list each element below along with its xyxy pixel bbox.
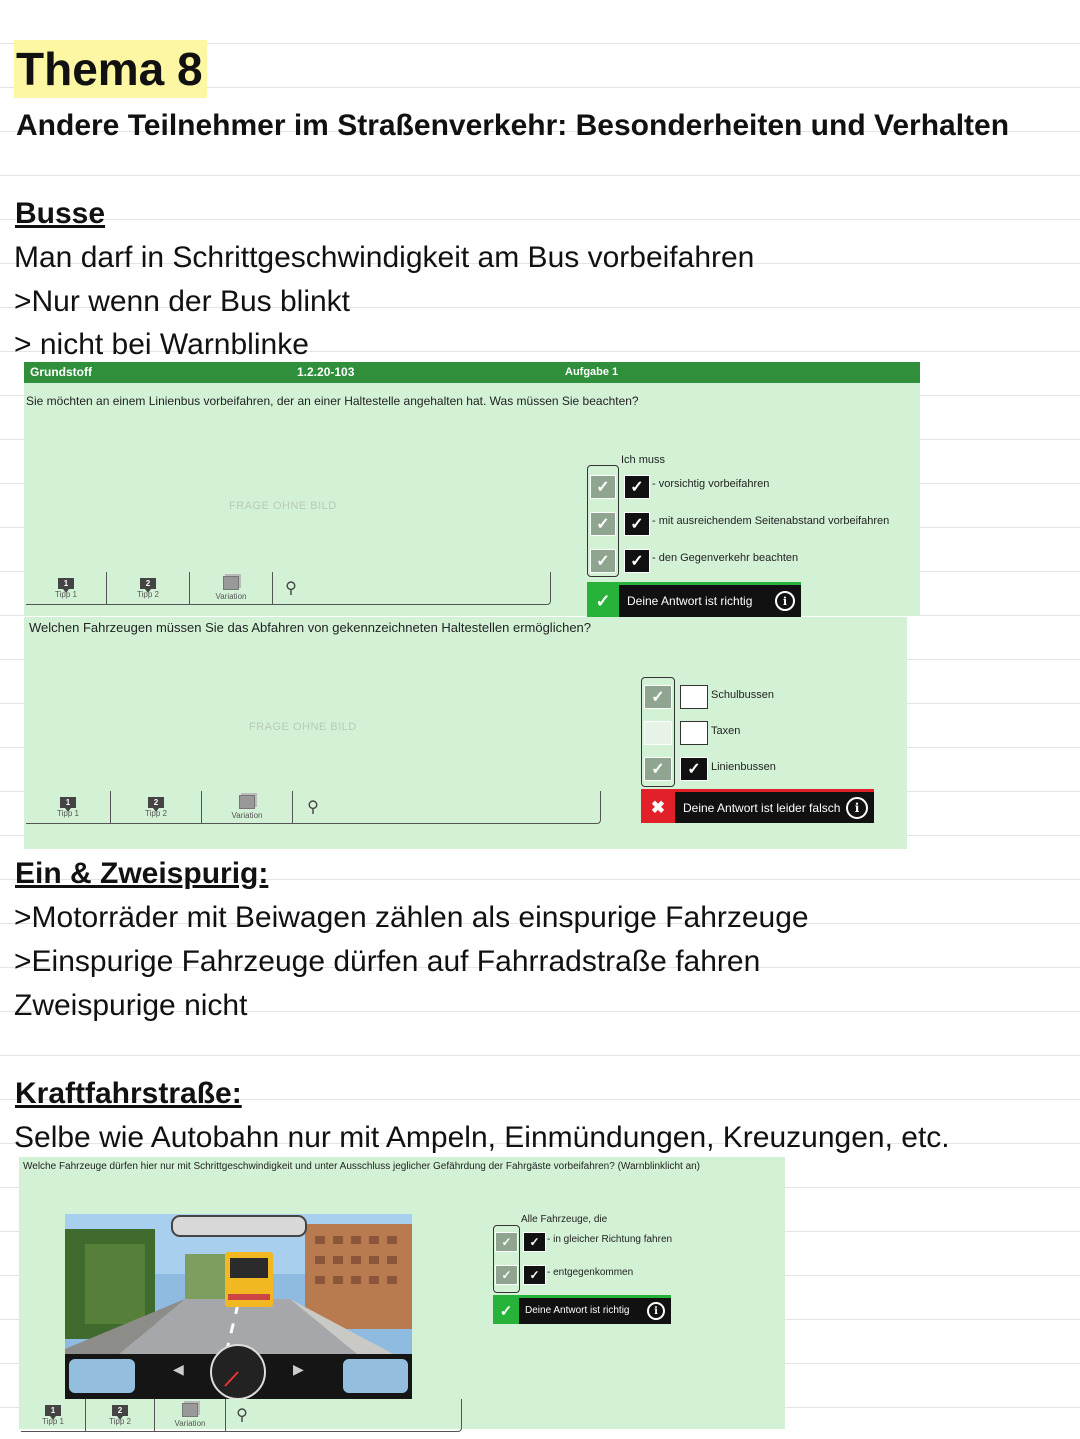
tip-1-button[interactable]: 1 Tipp 1 (21, 1399, 86, 1431)
zoom-icon: ⚲ (307, 799, 319, 816)
svg-text:◀: ◀ (173, 1362, 184, 1378)
tip-toolbar (26, 791, 601, 824)
quiz-panel-2 (24, 617, 907, 849)
result-correct-banner (587, 582, 801, 617)
section-heading-ein-zweispurig: Ein & Zweispurig: (15, 857, 269, 890)
zoom-button[interactable] (273, 572, 309, 604)
answer-checkbox-1[interactable]: ✓ (624, 475, 650, 499)
solution-check-1: ✓ (495, 1232, 518, 1252)
tip-toolbar (21, 1399, 462, 1432)
answer-option-2: - entgegenkommen (547, 1267, 634, 1278)
tip-toolbar (26, 572, 551, 605)
quiz-question: Welchen Fahrzeugen müssen Sie das Abfahren von gekennzeichneten Haltestellen ermöglichen? (29, 620, 592, 635)
solution-check-2: ✓ (590, 512, 616, 536)
answer-prompt: Alle Fahrzeuge, die (521, 1214, 608, 1225)
zoom-button[interactable] (293, 791, 333, 823)
tip-icon: 1 (60, 797, 76, 808)
tip-icon: 2 (148, 797, 164, 808)
solution-check-1: ✓ (644, 685, 672, 709)
tip-2-button[interactable]: 2 Tipp 2 (86, 1399, 155, 1431)
variation-icon (239, 795, 255, 809)
busse-line-3: > nicht bei Warnblinke (14, 328, 309, 361)
answer-option-3: Linienbussen (711, 761, 776, 773)
quiz-panel-3 (19, 1157, 785, 1429)
zoom-icon: ⚲ (285, 580, 297, 597)
tip-2-button[interactable]: 2 Tipp 2 (107, 572, 190, 604)
cross-icon: ✖ (641, 792, 675, 823)
quiz-panel-1 (24, 362, 920, 616)
variation-icon (182, 1403, 198, 1417)
quiz-question: Sie möchten an einem Linienbus vorbeifahren, der an einer Haltestelle angehalten hat. Was müssen Sie beachten? (26, 394, 639, 408)
ein-line-1: >Motorräder mit Beiwagen zählen als einspurige Fahrzeuge (14, 901, 809, 934)
answer-checkbox-1[interactable] (680, 685, 708, 709)
variation-button[interactable]: Variation (202, 791, 293, 823)
tip-icon: 2 (112, 1405, 128, 1416)
ein-line-3: Zweispurige nicht (14, 989, 248, 1022)
tip-icon: 2 (140, 578, 156, 589)
solution-check-3: ✓ (590, 549, 616, 573)
tip-icon: 1 (45, 1405, 61, 1416)
answer-checkbox-3[interactable]: ✓ (680, 757, 708, 781)
answer-checkbox-2[interactable]: ✓ (523, 1265, 546, 1285)
zoom-button[interactable] (226, 1399, 258, 1431)
zoom-icon: ⚲ (236, 1407, 248, 1424)
tip-2-button[interactable]: 2 Tipp 2 (111, 791, 202, 823)
solution-check-3: ✓ (644, 757, 672, 781)
answer-option-2: - mit ausreichendem Seitenabstand vorbeifahren (652, 515, 890, 527)
svg-text:▶: ▶ (293, 1362, 304, 1378)
answer-option-2: Taxen (711, 725, 741, 737)
check-icon: ✓ (493, 1298, 519, 1324)
quiz-category: Grundstoff (30, 365, 92, 379)
busse-line-2: >Nur wenn der Bus blinkt (14, 285, 351, 318)
tip-icon: 1 (58, 578, 74, 589)
no-image-placeholder: FRAGE OHNE BILD (229, 500, 337, 512)
ein-line-2: >Einspurige Fahrzeuge dürfen auf Fahrradstraße fahren (14, 945, 761, 978)
answer-option-3: - den Gegenverkehr beachten (652, 552, 799, 564)
tip-1-button[interactable]: 1 Tipp 1 (26, 791, 111, 823)
answer-prompt: Ich muss (621, 454, 666, 466)
quiz-question: Welche Fahrzeuge dürfen hier nur mit Schrittgeschwindigkeit und unter Ausschluss jeglicher Gefährdung der Fahrgäste vorbeifahren? (Warnblinklicht an) (23, 1161, 701, 1172)
result-wrong-banner (641, 789, 874, 823)
quiz-header-bar (24, 362, 920, 383)
quiz-task: Aufgabe 1 (565, 366, 619, 378)
tip-1-button[interactable]: 1 Tipp 1 (26, 572, 107, 604)
page-subtitle: Andere Teilnehmer im Straßenverkehr: Besonderheiten und Verhalten (16, 109, 1010, 142)
variation-button[interactable]: Variation (155, 1399, 226, 1431)
answer-checkbox-2[interactable]: ✓ (624, 512, 650, 536)
answer-checkbox-3[interactable]: ✓ (624, 549, 650, 573)
kraft-line-1: Selbe wie Autobahn nur mit Ampeln, Einmündungen, Kreuzungen, etc. (14, 1121, 950, 1154)
driving-scene-image (65, 1214, 412, 1399)
info-icon[interactable]: i (846, 797, 868, 819)
answer-checkbox-1[interactable]: ✓ (523, 1232, 546, 1252)
result-text: Deine Antwort ist richtig (627, 594, 753, 608)
answer-option-1: - in gleicher Richtung fahren (547, 1234, 673, 1245)
info-icon[interactable]: i (775, 591, 795, 611)
result-text: Deine Antwort ist leider falsch (683, 800, 841, 815)
solution-check-2 (644, 721, 672, 745)
variation-button[interactable]: Variation (190, 572, 273, 604)
result-text: Deine Antwort ist richtig (525, 1305, 630, 1316)
section-heading-busse: Busse (15, 197, 106, 230)
section-heading-kraftfahrstrasse: Kraftfahrstraße: (15, 1077, 242, 1110)
no-image-placeholder: FRAGE OHNE BILD (249, 721, 357, 733)
variation-icon (223, 576, 239, 590)
page-title: Thema 8 (14, 40, 207, 98)
answer-option-1: - vorsichtig vorbeifahren (652, 478, 770, 490)
info-icon[interactable]: i (647, 1302, 665, 1320)
busse-line-1: Man darf in Schrittgeschwindigkeit am Bus vorbeifahren (14, 241, 755, 274)
quiz-code: 1.2.20-103 (297, 365, 355, 379)
check-icon: ✓ (587, 585, 619, 617)
solution-check-1: ✓ (590, 475, 616, 499)
answer-checkbox-2[interactable] (680, 721, 708, 745)
solution-check-2: ✓ (495, 1265, 518, 1285)
result-correct-banner (493, 1295, 671, 1324)
answer-option-1: Schulbussen (711, 689, 774, 701)
